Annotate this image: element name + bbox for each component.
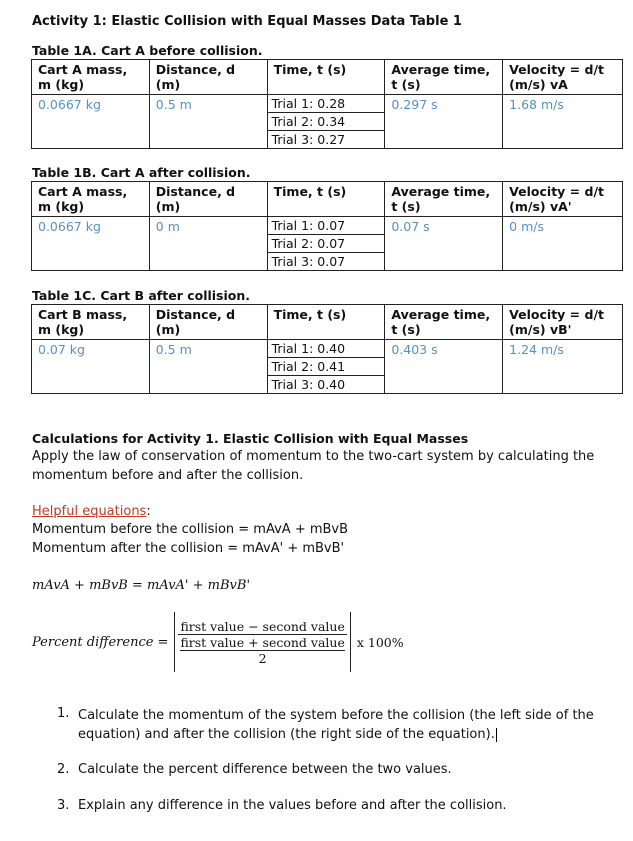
question-3: Explain any difference in the values before and after the collision. (78, 798, 507, 813)
table-1b-distance[interactable]: 0 m (149, 217, 267, 271)
table-1c-trial-1[interactable]: Trial 1: 0.40 (268, 340, 385, 358)
table-1b-header-distance: Distance, d (m) (149, 182, 267, 217)
table-1a-trials (267, 95, 385, 149)
table-1b-trial-1[interactable]: Trial 1: 0.07 (268, 217, 385, 235)
table-1b-header-mass: Cart A mass, m (kg) (32, 182, 150, 217)
table-1b (31, 181, 623, 271)
table-1a-header-avg-time: Average time, t (s) (385, 60, 503, 95)
momentum-after-equation: Momentum after the collision = mAvA' + mBvB' (32, 541, 345, 556)
text-cursor (496, 728, 497, 742)
table-1b-header-velocity: Velocity = d/t (m/s) vA' (503, 182, 623, 217)
table-1b-trial-3[interactable]: Trial 3: 0.07 (271, 254, 346, 269)
percent-difference-label: Percent difference = (32, 634, 169, 650)
absolute-value-bars (174, 612, 350, 672)
percent-difference-formula (32, 612, 404, 672)
table-1a-caption: Table 1A. Cart A before collision. (32, 43, 263, 58)
table-1c-header-velocity: Velocity = d/t (m/s) vB' (503, 305, 623, 340)
table-1b-header-avg-time: Average time, t (s) (385, 182, 503, 217)
pd-denominator-wrap (178, 635, 346, 666)
question-1: Calculate the momentum of the system before the collision (the left side of the equation) and after the collision (the right side of the equation). (78, 708, 594, 742)
momentum-before-equation: Momentum before the collision = mAvA + mBvB (32, 522, 349, 537)
question-2-number: 2. (57, 762, 70, 777)
table-1c-velocity[interactable]: 1.24 m/s (503, 340, 623, 394)
table-1b-avg-time[interactable]: 0.07 s (385, 217, 503, 271)
table-1c-header-time: Time, t (s) (267, 305, 385, 340)
table-1a-distance[interactable]: 0.5 m (149, 95, 267, 149)
table-1b-trial-2[interactable]: Trial 2: 0.07 (268, 235, 385, 253)
table-1c-header-mass: Cart B mass, m (kg) (32, 305, 150, 340)
table-1a-trial-1[interactable]: Trial 1: 0.28 (268, 95, 385, 113)
pd-denominator-nested (180, 635, 344, 666)
question-1-number: 1. (57, 706, 70, 721)
calculations-heading: Calculations for Activity 1. Elastic Collision with Equal Masses (32, 431, 469, 446)
table-1a-header-distance: Distance, d (m) (149, 60, 267, 95)
table-1c-caption: Table 1C. Cart B after collision. (32, 288, 251, 303)
table-1c-header-distance: Distance, d (m) (149, 305, 267, 340)
table-1a-header-mass: Cart A mass, m (kg) (32, 60, 150, 95)
table-1c-trials (267, 340, 385, 394)
helpful-equations-label: Helpful equations: (32, 504, 151, 519)
activity-title: Activity 1: Elastic Collision with Equal Masses Data Table 1 (32, 14, 462, 29)
table-1a (31, 59, 623, 149)
pd-denominator: first value + second value (180, 634, 345, 650)
table-1c-distance[interactable]: 0.5 m (149, 340, 267, 394)
calculations-intro: Apply the law of conservation of momentum to the two-cart system by calculating the momentum before and after the collision. (32, 449, 595, 483)
table-1a-avg-time[interactable]: 0.297 s (385, 95, 503, 149)
table-1c-trial-3[interactable]: Trial 3: 0.40 (271, 377, 346, 392)
pd-numerator: first value − second value (180, 618, 345, 634)
table-1a-trial-3[interactable]: Trial 3: 0.27 (271, 132, 346, 147)
pd-multiplier: x 100% (356, 634, 404, 650)
table-1a-trial-2[interactable]: Trial 2: 0.34 (268, 113, 385, 131)
table-1a-velocity[interactable]: 1.68 m/s (503, 95, 623, 149)
table-1a-header-velocity: Velocity = d/t (m/s) vA (503, 60, 623, 95)
percent-difference-fraction (178, 619, 346, 666)
table-1b-header-time: Time, t (s) (267, 182, 385, 217)
table-1b-caption: Table 1B. Cart A after collision. (32, 165, 251, 180)
table-1b-mass[interactable]: 0.0667 kg (32, 217, 150, 271)
table-1c (31, 304, 623, 394)
table-1a-header-time: Time, t (s) (267, 60, 385, 95)
question-3-number: 3. (57, 798, 70, 813)
question-2: Calculate the percent difference between the two values. (78, 762, 452, 777)
table-1c-header-avg-time: Average time, t (s) (385, 305, 503, 340)
table-1a-mass[interactable]: 0.0667 kg (32, 95, 150, 149)
conservation-equation: mAvA + mBvB = mAvA' + mBvB' (32, 578, 251, 593)
pd-denominator-two: 2 (258, 650, 267, 666)
table-1b-trials (267, 217, 385, 271)
table-1c-avg-time[interactable]: 0.403 s (385, 340, 503, 394)
table-1c-trial-2[interactable]: Trial 2: 0.41 (268, 358, 385, 376)
table-1b-velocity[interactable]: 0 m/s (503, 217, 623, 271)
table-1c-mass[interactable]: 0.07 kg (32, 340, 150, 394)
